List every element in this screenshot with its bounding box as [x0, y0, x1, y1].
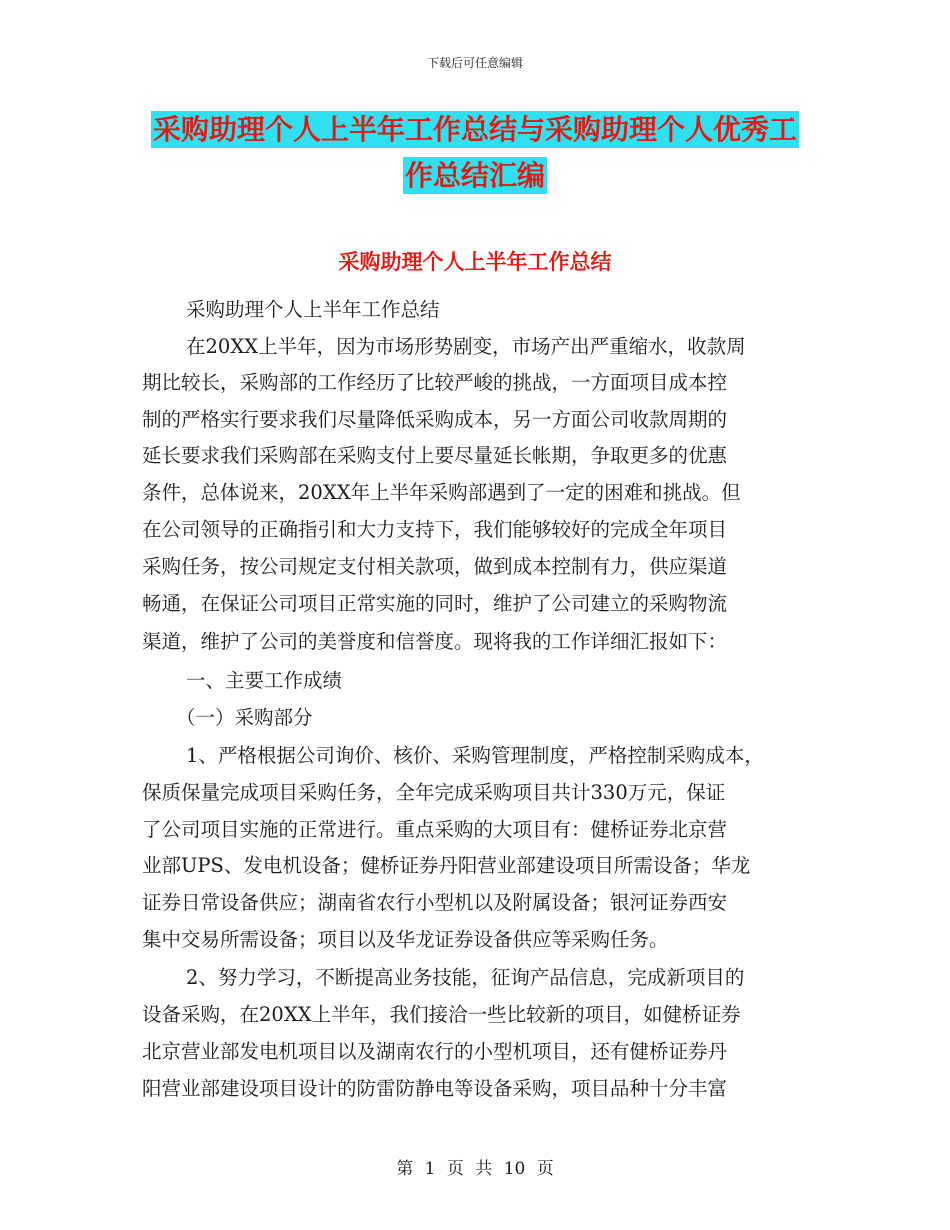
body-line: 畅通，在保证公司项目正常实施的同时，维护了公司建立的采购物流	[142, 592, 728, 615]
body-line: 业部UPS、发电机设备；健桥证券丹阳营业部建设项目所需设备；华龙	[142, 854, 751, 877]
body-line: 在公司领导的正确指引和大力支持下，我们能够较好的完成全年项目	[142, 518, 728, 541]
body-line: 保质保量完成项目采购任务，全年完成采购项目共计330万元，保证	[142, 781, 726, 804]
page-number-footer: 第 1 页 共 10 页	[396, 1159, 554, 1179]
body-line: 渠道，维护了公司的美誉度和信誉度。现将我的工作详细汇报如下：	[142, 630, 728, 653]
body-line: 条件，总体说来，20XX年上半年采购部遇到了一定的困难和挑战。但	[142, 481, 741, 504]
body-line: 在20XX上半年，因为市场形势剧变，市场产出严重缩水，收款周	[186, 335, 746, 358]
body-line: 采购任务，按公司规定支付相关款项，做到成本控制有力，供应渠道	[142, 555, 728, 578]
body-line: 集中交易所需设备；项目以及华龙证券设备供应等采购任务。	[142, 928, 669, 951]
body-line: 北京营业部发电机项目以及湖南农行的小型机项目，还有健桥证券丹	[142, 1040, 728, 1063]
body-line: 期比较长，采购部的工作经历了比较严峻的挑战，一方面项目成本控	[142, 371, 728, 394]
document-title-line-1	[0, 110, 950, 150]
header-note: 下载后可任意编辑	[426, 56, 523, 70]
body-line: 延长要求我们采购部在采购支付上要尽量延长帐期，争取更多的优惠	[142, 444, 728, 467]
body-line: 设备采购，在20XX上半年，我们接洽一些比较新的项目，如健桥证券	[142, 1003, 741, 1026]
body-line: 一、主要工作成绩	[186, 669, 343, 692]
body-line: 证券日常设备供应；湖南省农行小型机以及附属设备；银河证券西安	[142, 891, 728, 914]
body-line: （一）采购部分	[176, 706, 313, 729]
body-line: 阳营业部建设项目设计的防雷防静电等设备采购，项目品种十分丰富	[142, 1077, 728, 1100]
body-line: 采购助理个人上半年工作总结	[186, 298, 440, 321]
body-line: 1、严格根据公司询价、核价、采购管理制度，严格控制采购成本，	[186, 744, 764, 767]
body-line: 2、努力学习，不断提高业务技能，征询产品信息，完成新项目的	[186, 966, 745, 989]
document-title-line-2	[0, 156, 950, 196]
title-highlight-2: 作总结汇编	[404, 159, 545, 192]
body-line: 制的严格实行要求我们尽量降低采购成本，另一方面公司收款周期的	[142, 408, 728, 431]
body-line: 了公司项目实施的正常进行。重点采购的大项目有：健桥证券北京营	[142, 818, 728, 841]
title-highlight-1: 采购助理个人上半年工作总结与采购助理个人优秀工	[152, 113, 797, 146]
section-title: 采购助理个人上半年工作总结	[338, 250, 612, 274]
